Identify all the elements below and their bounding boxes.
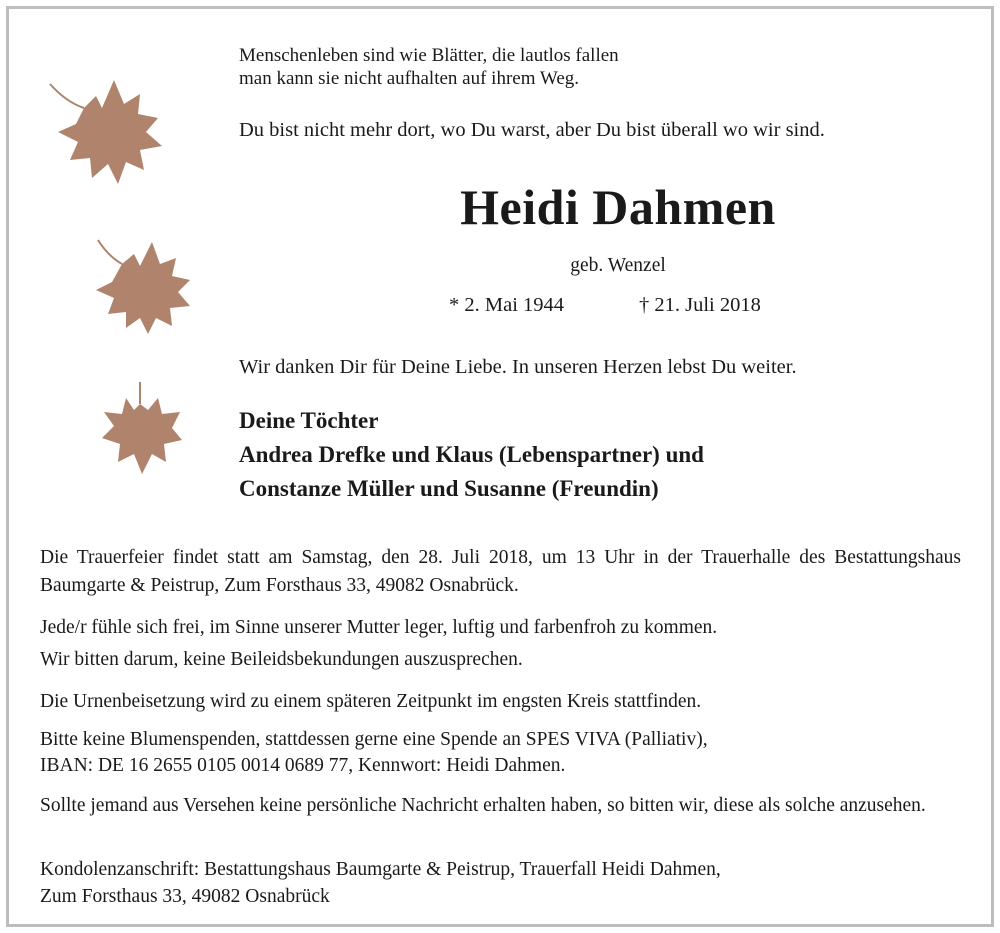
no-condolences-notice: Wir bitten darum, keine Beileidsbekundungen auszusprechen. bbox=[40, 649, 523, 670]
address-line-1: Kondolenzanschrift: Bestattungshaus Baumgarte & Peistrup, Trauerfall Heidi Dahmen, bbox=[40, 859, 721, 880]
poem-line-2: man kann sie nicht aufhalten auf ihrem Weg. bbox=[239, 68, 580, 89]
birth-name: geb. Wenzel bbox=[570, 255, 666, 276]
poem-line-1: Menschenleben sind wie Blätter, die lautlos fallen bbox=[239, 45, 619, 66]
no-message-notice: Sollte jemand aus Versehen keine persönliche Nachricht erhalten haben, so bitten wir, diese als solche anzusehen. bbox=[40, 795, 926, 816]
family-line-1: Deine Töchter bbox=[239, 408, 379, 433]
death-date: † 21. Juli 2018 bbox=[639, 294, 761, 316]
thanks-text: Wir danken Dir für Deine Liebe. In unseren Herzen lebst Du weiter. bbox=[239, 356, 797, 378]
donation-line-2: IBAN: DE 16 2655 0105 0014 0689 77, Kennwort: Heidi Dahmen. bbox=[40, 755, 566, 776]
birth-date: * 2. Mai 1944 bbox=[449, 294, 565, 316]
family-line-3: Constanze Müller und Susanne (Freundin) bbox=[239, 476, 659, 501]
donation-line-1: Bitte keine Blumenspenden, stattdessen gerne eine Spende an SPES VIVA (Palliativ), bbox=[40, 729, 708, 750]
poem-line-3: Du bist nicht mehr dort, wo Du warst, aber Du bist überall wo wir sind. bbox=[239, 119, 825, 141]
maple-leaf-icon bbox=[90, 236, 194, 336]
family-line-2: Andrea Drefke und Klaus (Lebenspartner) und bbox=[239, 442, 704, 467]
funeral-notice: Die Trauerfeier findet statt am Samstag, den 28. Juli 2018, um 13 Uhr in der Trauerhalle des Bestattungshaus Baumgarte & Peistrup, Zum Forsthaus 33, 49082 Osnabrück. bbox=[40, 547, 961, 596]
address-line-2: Zum Forsthaus 33, 49082 Osnabrück bbox=[40, 886, 330, 907]
urn-notice: Die Urnenbeisetzung wird zu einem späteren Zeitpunkt im engsten Kreis stattfinden. bbox=[40, 691, 702, 712]
dress-code-notice: Jede/r fühle sich frei, im Sinne unserer Mutter leger, luftig und farbenfroh zu kommen. bbox=[40, 617, 718, 638]
maple-leaf-icon bbox=[100, 380, 184, 476]
deceased-name: Heidi Dahmen bbox=[460, 179, 776, 235]
maple-leaf-icon bbox=[44, 74, 168, 190]
